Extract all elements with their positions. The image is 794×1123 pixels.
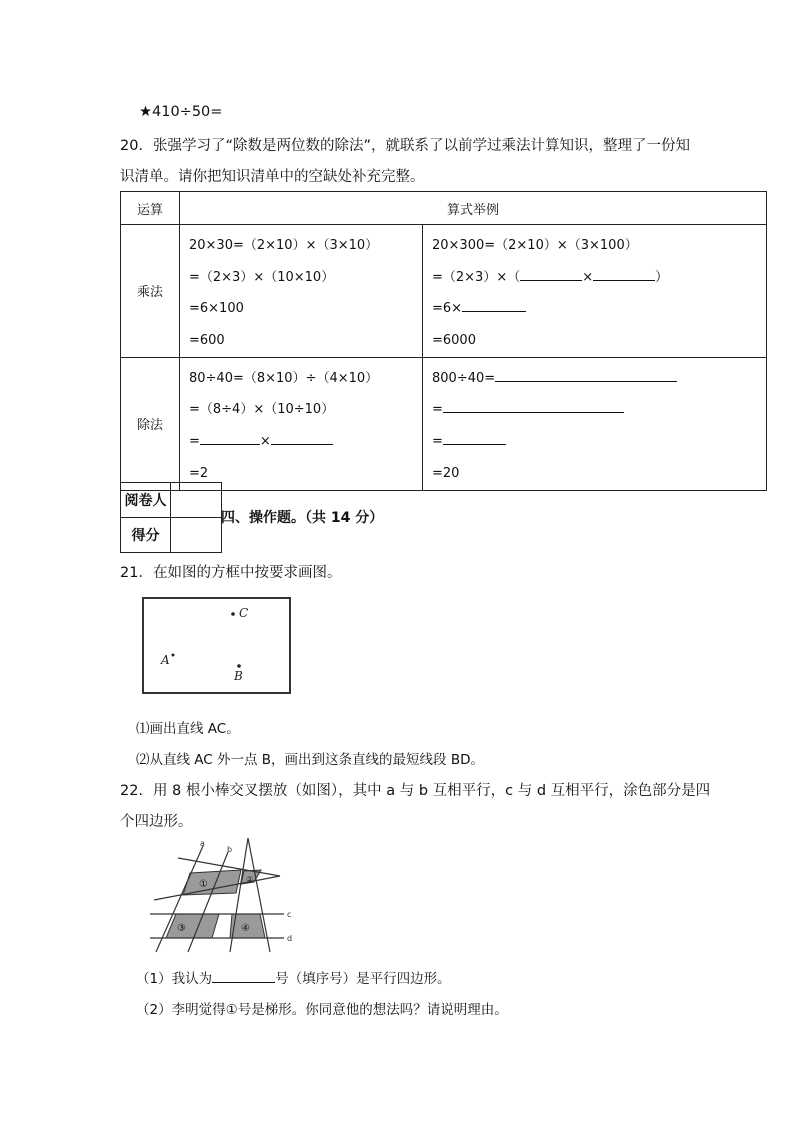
text: ） xyxy=(655,269,669,285)
answer-blank[interactable] xyxy=(495,367,677,382)
mult-left-line: =6×100 xyxy=(189,301,244,317)
div-right-line-1 xyxy=(432,363,766,395)
text: = xyxy=(189,434,200,450)
point-b-dot xyxy=(237,664,241,668)
q21-title: 21．在如图的方框中按要求画图。 xyxy=(120,565,342,581)
shape-2-number: ② xyxy=(246,875,254,884)
shape-4-number: ④ xyxy=(241,923,250,934)
text: 800÷40= xyxy=(432,370,496,386)
point-c-dot xyxy=(231,612,235,616)
mult-right-line: =6000 xyxy=(432,333,476,349)
div-left-cell xyxy=(180,357,423,490)
header-operation: 运算 xyxy=(121,192,180,225)
grader-box xyxy=(120,482,222,553)
text: = xyxy=(432,402,443,418)
div-right-line: =20 xyxy=(432,465,460,481)
table-header-row xyxy=(121,192,767,225)
shape-3-number: ③ xyxy=(177,923,186,934)
star-icon: ★ xyxy=(139,104,152,120)
q22-sub1 xyxy=(136,967,451,987)
mult-label: 乘法 xyxy=(121,225,180,358)
div-right-line-2 xyxy=(432,394,766,426)
text: = xyxy=(432,434,443,450)
point-a-dot xyxy=(172,654,175,657)
div-left-line: =（8÷4）×（10÷10） xyxy=(189,402,335,418)
point-c-label: C xyxy=(239,606,249,620)
text: =6× xyxy=(432,301,463,317)
q22-text-line2: 个四边形。 xyxy=(120,814,193,830)
answer-blank[interactable] xyxy=(520,266,582,281)
answer-blank[interactable] xyxy=(443,430,506,445)
division-row xyxy=(121,357,767,490)
text: 号（填序号）是平行四边形。 xyxy=(275,971,451,987)
q20-text-line1: 20．张强学习了“除数是两位数的除法”，就联系了以前学过乘法计算知识，整理了一份知 xyxy=(120,138,690,154)
div-right-cell xyxy=(423,357,767,490)
div-left-line-3 xyxy=(189,426,422,458)
mult-left-line: =600 xyxy=(189,333,225,349)
text: =（2×3）×（ xyxy=(432,269,521,285)
answer-blank[interactable] xyxy=(462,297,526,312)
div-left-line: =2 xyxy=(189,465,209,481)
answer-blank[interactable] xyxy=(443,398,624,413)
score-field[interactable] xyxy=(171,518,222,553)
multiplication-row xyxy=(121,225,767,358)
point-a-label: A xyxy=(161,653,170,667)
answer-blank[interactable] xyxy=(212,968,275,983)
mult-right-line-3 xyxy=(432,293,766,325)
q22-sub2: （2）李明觉得①号是梯形。你同意他的想法吗？请说明理由。 xyxy=(136,1002,508,1018)
q21-sub1: ⑴画出直线 AC。 xyxy=(136,721,240,737)
answer-blank[interactable] xyxy=(593,266,655,281)
mult-left-cell xyxy=(180,225,423,358)
reviewer-field[interactable] xyxy=(171,483,222,518)
q22-text-line1: 22．用 8 根小棒交叉摆放（如图），其中 a 与 b 互相平行，c 与 d 互相平行，涂色部分是四 xyxy=(120,783,711,799)
div-right-line-3 xyxy=(432,426,766,458)
answer-blank[interactable] xyxy=(200,430,260,445)
q21-sub2: ⑵从直线 AC 外一点 B，画出到这条直线的最短线段 BD。 xyxy=(136,752,485,768)
point-b-label: B xyxy=(234,669,243,683)
mult-right-cell xyxy=(423,225,767,358)
prev-calc-item xyxy=(139,104,222,120)
shape-1-number: ① xyxy=(199,879,208,890)
section-title: 四、操作题。（共 14 分） xyxy=(221,510,384,526)
header-example: 算式举例 xyxy=(180,192,767,225)
prev-calc-text: 410÷50= xyxy=(152,104,223,120)
q22-figure xyxy=(148,838,298,954)
label-a: a xyxy=(200,839,205,848)
q20-text-line2: 识清单。请你把知识清单中的空缺处补充完整。 xyxy=(120,169,425,185)
text: × xyxy=(582,269,594,285)
mult-right-line-2 xyxy=(432,262,766,294)
div-left-line: 80÷40=（8×10）÷（4×10） xyxy=(189,370,379,386)
drawing-frame[interactable] xyxy=(143,598,290,693)
text: （1）我认为 xyxy=(136,971,213,987)
knowledge-table xyxy=(120,191,767,491)
div-label: 除法 xyxy=(121,357,180,490)
mult-left-line: =（2×3）×（10×10） xyxy=(189,269,335,285)
reviewer-label: 阅卷人 xyxy=(121,483,171,518)
label-b: b xyxy=(227,845,233,854)
label-c: c xyxy=(287,910,292,919)
shape-3 xyxy=(166,914,219,938)
text: × xyxy=(259,434,271,450)
answer-blank[interactable] xyxy=(271,430,333,445)
q21-figure[interactable] xyxy=(140,592,296,698)
label-d: d xyxy=(287,934,293,943)
score-label: 得分 xyxy=(121,518,171,553)
mult-right-line: 20×300=（2×10）×（3×100） xyxy=(432,238,638,253)
mult-left-line: 20×30=（2×10）×（3×10） xyxy=(189,238,379,253)
